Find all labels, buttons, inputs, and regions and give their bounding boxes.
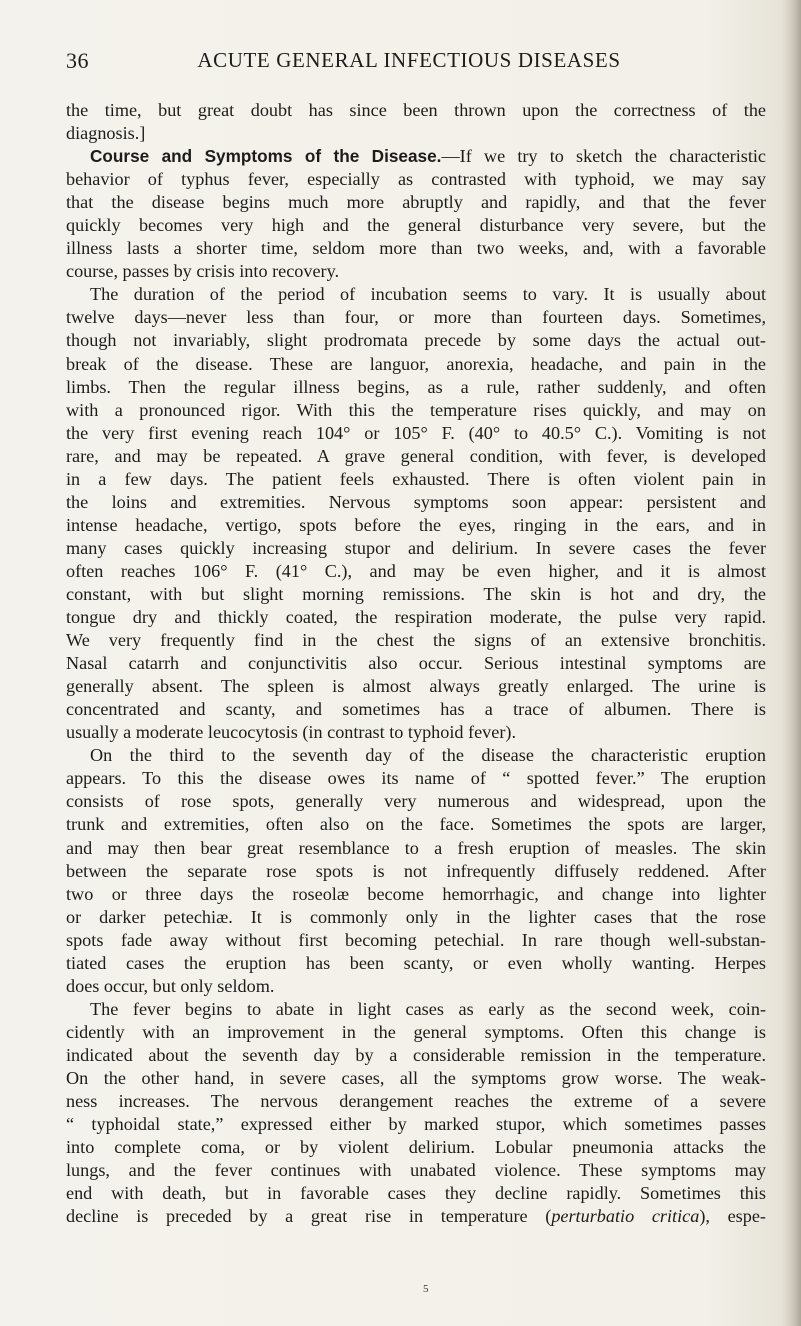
text-line: with a pronounced rigor. With this the temperature rises quickly, and may on: [66, 399, 766, 420]
text-line: behavior of typhus fever, especially as contrasted with typhoid, we may say: [66, 169, 766, 190]
italic-term: perturbatio critica: [551, 1206, 700, 1227]
text-line: Nasal catarrh and conjunctivitis also occur. Serious intestinal symptoms are: [66, 653, 766, 674]
section-heading-line: [66, 145, 766, 168]
text-line: cidently with an improvement in the general symptoms. Often this change is: [66, 1021, 766, 1042]
text-line: does occur, but only seldom.: [66, 975, 275, 996]
text-line: limbs. Then the regular illness begins, as a rule, rather suddenly, and often: [66, 376, 766, 397]
page-number: 36: [66, 48, 89, 73]
text-line: that the disease begins much more abruptly and rapidly, and that the fever: [66, 192, 766, 213]
text-line: many cases quickly increasing stupor and delirium. In severe cases the fever: [66, 537, 766, 558]
text-line: spots fade away without first becoming petechial. In rare though well-substan-: [66, 929, 766, 950]
text-line: end with death, but in favorable cases they decline rapidly. Sometimes this: [66, 1183, 766, 1204]
text-line: tiated cases the eruption has been scanty, or even wholly wanting. Herpes: [66, 952, 766, 973]
text-line: consists of rose spots, generally very numerous and widespread, upon the: [66, 791, 766, 812]
text-line: We very frequently find in the chest the signs of an extensive bronchitis.: [66, 630, 766, 651]
text-line: between the separate rose spots is not infrequently diffusely reddened. After: [66, 860, 766, 881]
text-line: indicated about the seventh day by a considerable remission in the temperature.: [66, 1044, 766, 1065]
body-text: [66, 99, 766, 1228]
text-line: twelve days—never less than four, or more than fourteen days. Sometimes,: [66, 307, 766, 328]
text-line: The duration of the period of incubation seems to vary. It is usually about: [90, 284, 766, 305]
text-line: trunk and extremities, often also on the face. Sometimes the spots are larger,: [66, 814, 766, 835]
text-line: the time, but great doubt has since been thrown upon the correctness of the: [66, 100, 766, 120]
page-header: [66, 48, 752, 78]
text-line: two or three days the roseolæ become hemorrhagic, and change into lighter: [66, 883, 766, 904]
text-line: [66, 1205, 766, 1228]
text-line: into complete coma, or by violent delirium. Lobular pneumonia attacks the: [66, 1137, 766, 1158]
section-heading: Course and Symptoms of the Disease.: [90, 146, 442, 167]
text-line: diagnosis.]: [66, 123, 146, 144]
text-line: concentrated and scanty, and sometimes has a trace of albumen. There is: [66, 699, 766, 720]
text-line: On the other hand, in severe cases, all the symptoms grow worse. The weak-: [66, 1067, 766, 1088]
text-line: though not invariably, slight prodromata precede by some days the actual out-: [66, 330, 766, 351]
text-line: ness increases. The nervous derangement reaches the extreme of a severe: [66, 1091, 766, 1112]
text-line: tongue dry and thickly coated, the respiration moderate, the pulse very rapid.: [66, 607, 766, 628]
page-edge-shadow: [783, 0, 801, 1326]
text-run: ), espe-: [699, 1206, 766, 1227]
text-line: often reaches 106° F. (41° C.), and may be even higher, and it is almost: [66, 560, 766, 581]
text-line: usually a moderate leucocytosis (in contrast to typhoid fever).: [66, 722, 517, 743]
text-line: course, passes by crisis into recovery.: [66, 261, 340, 282]
text-line: illness lasts a shorter time, seldom more than two weeks, and, with a favorable: [66, 238, 766, 259]
text-line: “ typhoidal state,” expressed either by marked stupor, which sometimes passes: [66, 1114, 766, 1135]
text-line: appears. To this the disease owes its name of “ spotted fever.” The eruption: [66, 768, 766, 789]
running-head: ACUTE GENERAL INFECTIOUS DISEASES: [197, 48, 621, 72]
text-line: or darker petechiæ. It is commonly only in the lighter cases that the rose: [66, 906, 766, 927]
text-line: the loins and extremities. Nervous symptoms soon appear: persistent and: [66, 491, 766, 512]
text-line: rare, and may be repeated. A grave general condition, with fever, is developed: [66, 445, 766, 466]
text-run: decline is preceded by a great rise in temperature (: [66, 1206, 552, 1227]
text-line: in a few days. The patient feels exhausted. There is often violent pain in: [66, 468, 766, 489]
text-line: quickly becomes very high and the general disturbance very severe, but the: [66, 215, 766, 236]
signature-mark: 5: [423, 1283, 429, 1295]
text-line: and may then bear great resemblance to a fresh eruption of measles. The skin: [66, 837, 766, 858]
text-line: intense headache, vertigo, spots before the eyes, ringing in the ears, and in: [66, 514, 766, 535]
text-run: —If we try to sketch the characteristic: [441, 146, 766, 167]
text-line: the very first evening reach 104° or 105° F. (40° to 40.5° C.). Vomiting is not: [66, 422, 766, 443]
text-line: The fever begins to abate in light cases as early as the second week, coin-: [90, 998, 766, 1019]
text-line: generally absent. The spleen is almost always greatly enlarged. The urine is: [66, 676, 766, 697]
text-line: constant, with but slight morning remissions. The skin is hot and dry, the: [66, 583, 766, 604]
text-line: break of the disease. These are languor, anorexia, headache, and pain in the: [66, 353, 766, 374]
text-line: lungs, and the fever continues with unabated violence. These symptoms may: [66, 1160, 766, 1181]
text-line: On the third to the seventh day of the disease the characteristic eruption: [90, 745, 766, 766]
